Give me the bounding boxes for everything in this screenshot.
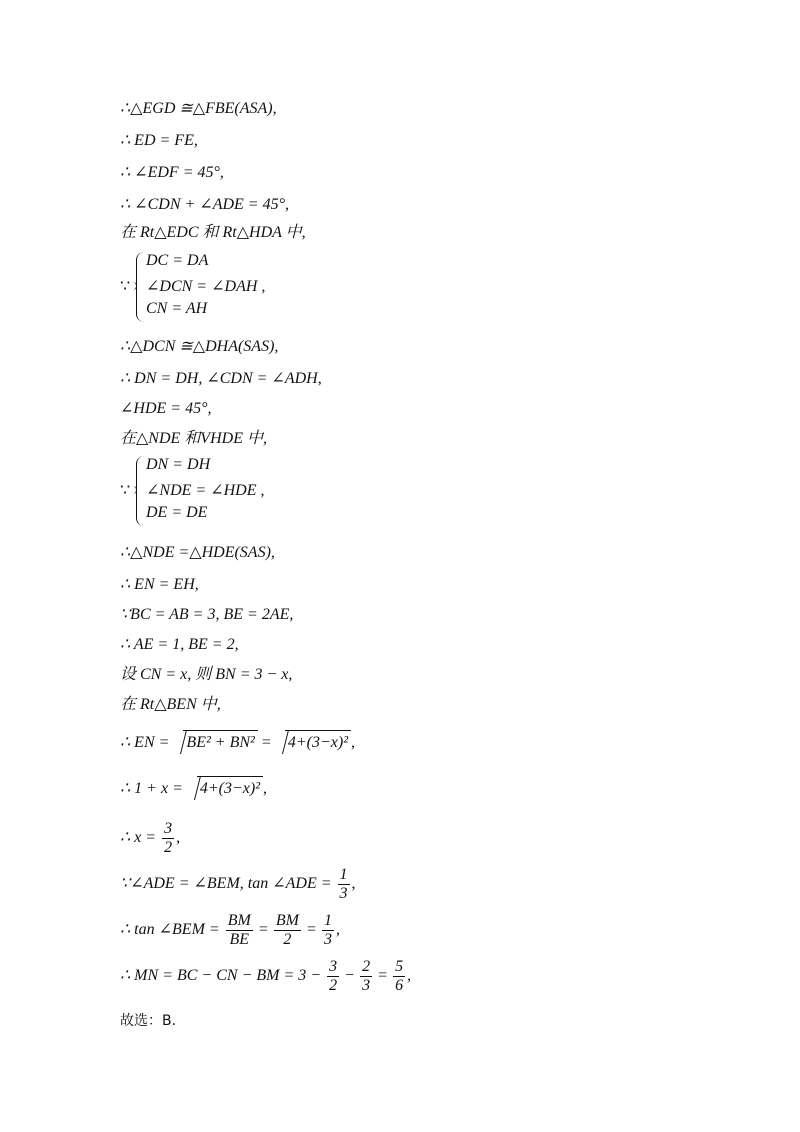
eq-prefix: ∴ x =	[120, 829, 157, 846]
step-line-5: 在 Rt△EDC 和 Rt△HDA 中,	[120, 224, 306, 241]
sqrt-radical: 4+(3−x)²	[285, 730, 351, 754]
fraction: $\frac{2}{3}$	[362, 957, 371, 994]
equation-tan-bem	[120, 910, 340, 950]
equation-en-length	[120, 730, 355, 754]
eq-prefix: ∴ EN =	[120, 734, 170, 751]
fraction: $\frac{BM}{BE}$	[227, 911, 251, 948]
equation-tan-ade	[120, 864, 356, 904]
comma: ,	[335, 921, 340, 938]
step-line-1: ∴△EGD ≅△FBE(ASA),	[120, 100, 277, 117]
step-line-14: ∵BC = AB = 3, BE = 2AE,	[120, 606, 294, 623]
fraction: $\frac{BM}{2}$	[275, 911, 299, 948]
system-row: ∠NDE = ∠HDE ,	[146, 482, 265, 499]
comma: ,	[407, 967, 412, 984]
fraction: $\frac{1}{3}$	[339, 865, 348, 902]
equation-mn-value	[120, 956, 411, 996]
step-line-13: ∴ EN = EH,	[120, 576, 199, 593]
sqrt-radical: BE² + BN²	[183, 730, 257, 754]
minus-sign: −	[345, 967, 355, 984]
eq-prefix: ∴ MN = BC − CN − BM = 3 −	[120, 967, 322, 984]
because-symbol: ∵	[120, 278, 131, 295]
system-row: DN = DH	[146, 456, 211, 473]
fraction: $\frac{3}{2}$	[164, 819, 173, 856]
system-row: DE = DE	[146, 504, 208, 521]
system-row: ∠DCN = ∠DAH ,	[146, 278, 266, 295]
because-symbol: ∵	[120, 482, 131, 499]
step-line-8: ∴ DN = DH, ∠CDN = ∠ADH,	[120, 370, 322, 387]
fraction: $\frac{1}{3}$	[323, 911, 332, 948]
step-line-9: ∠HDE = 45°,	[120, 400, 212, 417]
step-line-15: ∴ AE = 1, BE = 2,	[120, 636, 239, 653]
left-brace	[136, 252, 145, 322]
eq-prefix: ∴ tan ∠BEM =	[120, 921, 220, 938]
equation-x-value	[120, 818, 180, 858]
answer-line: 故选：B.	[120, 1013, 177, 1029]
step-line-7: ∴△DCN ≅△DHA(SAS),	[120, 338, 279, 355]
step-line-3: ∴ ∠EDF = 45°,	[120, 164, 224, 181]
comma: ,	[176, 829, 181, 846]
equation-system-1	[120, 252, 320, 326]
comma: ,	[351, 875, 356, 892]
equation-one-plus-x	[120, 776, 267, 800]
step-line-2: ∴ ED = FE,	[120, 132, 198, 149]
step-line-4: ∴ ∠CDN + ∠ADE = 45°,	[120, 196, 289, 213]
equals-sign: =	[261, 734, 271, 751]
eq-prefix: ∴ 1 + x =	[120, 780, 183, 797]
eq-prefix: ∵∠ADE = ∠BEM, tan ∠ADE =	[120, 875, 332, 892]
fraction: $\frac{3}{2}$	[329, 957, 338, 994]
equals-sign: =	[258, 921, 268, 938]
sqrt-radical: 4+(3−x)²	[197, 776, 263, 800]
system-row: DC = DA	[146, 252, 209, 269]
step-line-17: 在 Rt△BEN 中,	[120, 696, 221, 713]
equals-sign: =	[306, 921, 316, 938]
step-line-10: 在△NDE 和VHDE 中,	[120, 430, 267, 447]
step-line-12: ∴△NDE =△HDE(SAS),	[120, 544, 275, 561]
left-brace	[136, 456, 145, 526]
comma: ,	[351, 734, 355, 751]
comma: ,	[263, 780, 268, 797]
step-line-16: 设 CN = x, 则 BN = 3 − x,	[120, 666, 293, 683]
system-row: CN = AH	[146, 300, 208, 317]
fraction: $\frac{5}{6}$	[395, 957, 404, 994]
equals-sign: =	[378, 967, 388, 984]
equation-system-2	[120, 456, 320, 530]
